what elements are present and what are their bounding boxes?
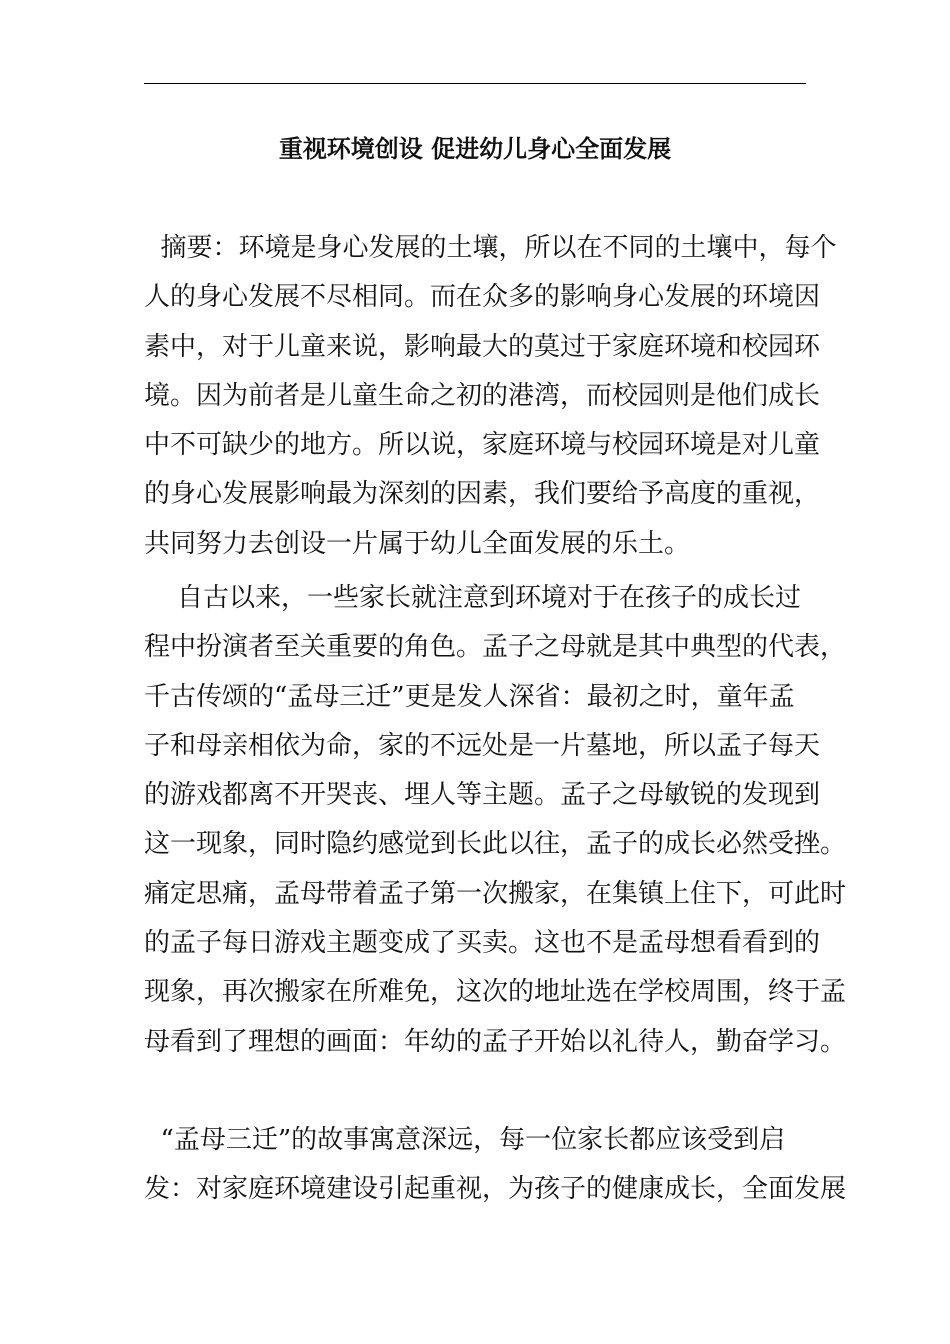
text-line: 这一现象，同时隐约感觉到长此以往，孟子的成长必然受挫。 (144, 829, 847, 860)
paragraph-abstract (144, 224, 837, 569)
text-line: 素中，对于儿童来说，影响最大的莫过于家庭环境和校园环 (144, 331, 821, 362)
header-rule (144, 83, 806, 84)
text-line: 人的身心发展不尽相同。而在众多的影响身心发展的环境因 (144, 282, 821, 313)
paragraph-story (144, 574, 847, 1067)
text-line: 境。因为前者是儿童生命之初的港湾，而校园则是他们成长 (144, 380, 821, 411)
text-line: 千古传颂的“孟母三迁”更是发人深省：最初之时，童年孟 (144, 681, 795, 712)
text-line: 痛定思痛，孟母带着孟子第一次搬家，在集镇上住下，可此时 (144, 878, 847, 909)
text-line: 发：对家庭环境建设引起重视，为孩子的健康成长，全面发展 (144, 1174, 847, 1205)
text-line: 的游戏都离不开哭丧、埋人等主题。孟子之母敏锐的发现到 (144, 780, 821, 811)
text-line: 的孟子每日游戏主题变成了买卖。这也不是孟母想看看到的 (144, 928, 821, 959)
text-line: “孟母三迁”的故事寓意深远，每一位家长都应该受到启 (144, 1125, 786, 1155)
document-title: 重视环境创设 促进幼儿身心全面发展 (278, 135, 672, 163)
text-line: 程中扮演者至关重要的角色。孟子之母就是其中典型的代表， (144, 632, 847, 663)
text-line: 自古以来，一些家长就注意到环境对于在孩子的成长过 (144, 583, 802, 613)
text-line: 母看到了理想的画面：年幼的孟子开始以礼待人，勤奋学习。 (144, 1026, 847, 1057)
paragraph-conclusion (144, 1116, 847, 1215)
text-line: 摘要：环境是身心发展的土壤，所以在不同的土壤中，每个 (144, 233, 837, 263)
text-line: 子和母亲相依为命，家的不远处是一片墓地，所以孟子每天 (144, 730, 821, 761)
text-line: 中不可缺少的地方。所以说，家庭环境与校园环境是对儿童 (144, 430, 821, 461)
text-line: 的身心发展影响最为深刻的因素，我们要给予高度的重视， (144, 479, 821, 510)
text-line: 现象，再次搬家在所难免，这次的地址选在学校周围，终于孟 (144, 977, 847, 1008)
text-line: 共同努力去创设一片属于幼儿全面发展的乐土。 (144, 528, 691, 559)
